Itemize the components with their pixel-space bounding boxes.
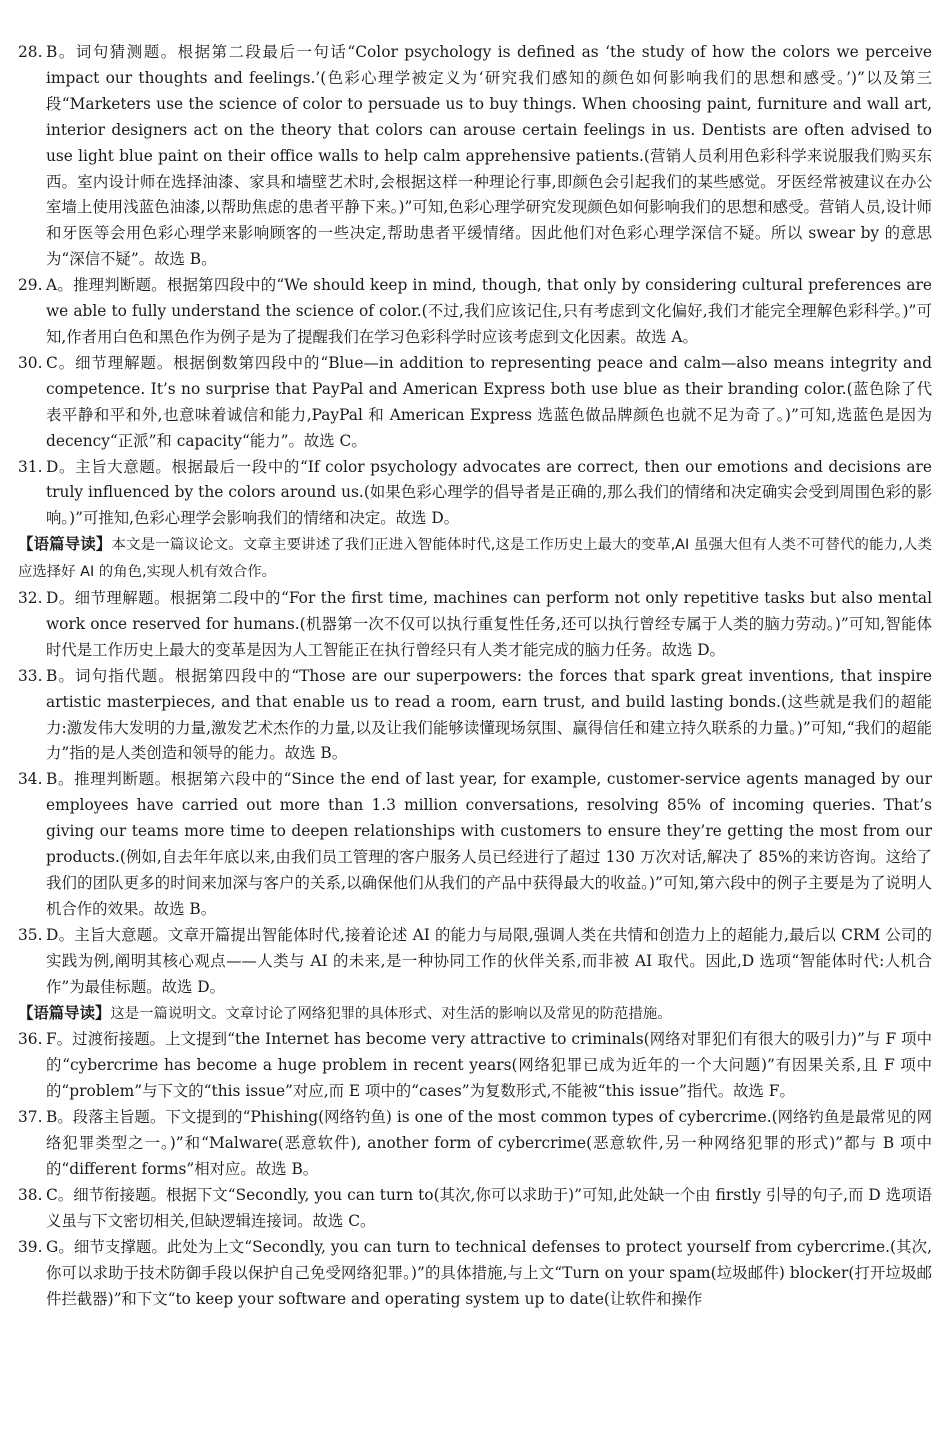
item-number: 38. [18,1185,43,1204]
answer-item-32 [18,586,932,664]
item-number: 31. [18,457,43,476]
item-text: B。段落主旨题。下文提到的“Phishing(网络钓鱼) is one of the most common types of cybercrime.(网络钓鱼是最常见的网络犯罪类型之一。)”和“Malware(恶意软件), another form of cybercrime(恶意软件,另一种网络犯罪的形式)”都与 B 项中的“different forms”相对应。故选 B。 [46,1108,932,1178]
answer-item-36 [18,1027,932,1105]
answer-item-37 [18,1105,932,1183]
answer-item-31 [18,455,932,533]
item-text: D。细节理解题。根据第二段中的“For the first time, machines can perform not only repetitive tasks but also mental work once reserved for humans.(机器第一次不仅可以执行重复性任务,还可以执行曾经专属于人类的脑力劳动。)”可知,智能体时代是工作历史上最大的变革是因为人工智能正在执行曾经只有人类才能完成的脑力任务。故选 D。 [46,589,932,659]
answer-item-34 [18,767,932,922]
item-number: 36. [18,1030,43,1049]
item-number: 30. [18,353,43,372]
answer-item-39 [18,1235,932,1313]
item-number: 28. [18,43,43,61]
guide-label: 【语篇导读】 [18,535,112,554]
answer-item-29 [18,273,932,351]
answer-item-38 [18,1183,932,1235]
answer-item-35 [18,923,932,1001]
item-number: 32. [18,589,43,608]
guide-text: 本文是一篇议论文。文章主要讲述了我们正进入智能体时代,这是工作历史上最大的变革,AI 虽强大但有人类不可替代的能力,人类应选择好 AI 的角色,实现人机有效合作。 [18,537,932,581]
answer-item-28 [18,40,932,273]
answer-item-33 [18,664,932,768]
item-number: 35. [18,925,43,944]
guide-label: 【语篇导读】 [18,1003,111,1022]
item-text: C。细节理解题。根据倒数第四段中的“Blue—in addition to representing peace and calm—also means integrity and competence. It’s no surprise that PayPal and American Express both use blue as their branding color.(蓝色除了代表平静和平和外,也意味着诚信和能力,PayPal 和 American Express 选蓝色做品牌颜色也就不足为奇了。)”可知,选蓝色是因为 decency“正派”和 capacity“能力”。故选 C。 [46,353,932,450]
item-text: B。推理判断题。根据第六段中的“Since the end of last year, for example, customer-service agents managed by our employees have carried out more than 1.3 million conversations, resolving 85% of incoming queries. That’s giving our teams more time to deepen relationships with customers to ensure they’re getting the most from our products.(例如,自去年年底以来,由我们员工管理的客户服务人员已经进行了超过 130 万次对话,解决了 85%的来访咨询。这给了我们的团队更多的时间来加深与客户的关系,以确保他们从我们的产品中获得最大的收益。)”可知,第六段中的例子主要是为了说明人机合作的效果。故选 B。 [46,770,932,918]
answer-item-30 [18,351,932,455]
item-number: 29. [18,276,43,295]
item-text: A。推理判断题。根据第四段中的“We should keep in mind, though, that only by considering cultural preferences are we able to fully understand the science of color.(不过,我们应该记住,只有考虑到文化偏好,我们才能完全理解色彩科学。)”可知,作者用白色和黑色作为例子是为了提醒我们在学习色彩科学时应该考虑到文化因素。故选 A。 [46,276,932,346]
item-text: B。词句指代题。根据第四段中的“Those are our superpowers: the forces that spark great inventions, that inspire artistic masterpieces, and that enable us to read a room, earn trust, and build lasting bonds.(这些就是我们的超能力:激发伟大发明的力量,激发艺术杰作的力量,以及让我们能够读懂现场氛围、赢得信任和建立持久联系的力量。)”可知,“我们的超能力”指的是人类创造和领导的能力。故选 B。 [46,666,932,763]
passage-guide-2 [18,1001,932,1028]
item-text: G。细节支撑题。此处为上文“Secondly, you can turn to technical defenses to protect yourself from cybercrime.(其次,你可以求助于技术防御手段以保护自己免受网络犯罪。)”的具体措施,与上文“Turn on your spam(垃圾邮件) blocker(打开垃圾邮件拦截器)”和下文“to keep your software and operating system up to date(让软件和操作 [46,1237,932,1308]
item-number: 37. [18,1108,43,1127]
item-number: 39. [18,1237,43,1256]
item-text: C。细节衔接题。根据下文“Secondly, you can turn to(其次,你可以求助于)”可知,此处缺一个由 firstly 引导的句子,而 D 选项语义虽与下文密切相关,但缺逻辑连接词。故选 C。 [46,1185,932,1230]
item-text: B。词句猜测题。根据第二段最后一句话“Color psychology is defined as ‘the study of how the colors we perceive impact our thoughts and feelings.’(色彩心理学被定义为‘研究我们感知的颜色如何影响我们的思想和感受。’)”以及第三段“Marketers use the science of color to persuade us to buy things. When choosing paint, furniture and wall art, interior designers act on the theory that colors can arouse certain feelings in us. Dentists are often advised to use light blue paint on their office walls to help calm apprehensive patients.(营销人员利用色彩科学来说服我们购买东西。室内设计师在选择油漆、家具和墙壁艺术时,会根据这样一种理论行事,即颜色会引起我们的某些感觉。牙医经常被建议在办公室墙上使用浅蓝色油漆,以帮助焦虑的患者平静下来。)”可知,色彩心理学研究发现颜色如何影响我们的思想和感受。营销人员,设计师和牙医等会用色彩心理学来影响顾客的一些决定,帮助患者平缓情绪。因此他们对色彩心理学深信不疑。所以 swear by 的意思为“深信不疑”。故选 B。 [46,43,932,269]
item-text: F。过渡衔接题。上文提到“the Internet has become very attractive to criminals(网络对罪犯们有很大的吸引力)”与 F 项中的“cybercrime has become a huge problem in recent years(网络犯罪已成为近年的一个大问题)”有因果关系,且 F 项中的“problem”与下文的“this issue”对应,而 E 项中的“cases”为复数形式,不能被“this issue”指代。故选 F。 [46,1030,932,1101]
guide-text: 这是一篇说明文。文章讨论了网络犯罪的具体形式、对生活的影响以及常见的防范措施。 [110,1005,672,1022]
item-text: D。主旨大意题。根据最后一段中的“If color psychology advocates are correct, then our emotions and decisions are truly influenced by the colors around us.(如果色彩心理学的倡导者是正确的,那么我们的情绪和决定确实会受到周围色彩的影响。)”可推知,色彩心理学会影响我们的情绪和决定。故选 D。 [46,457,932,528]
item-number: 34. [18,770,43,789]
passage-guide-1 [18,532,932,586]
item-text: D。主旨大意题。文章开篇提出智能体时代,接着论述 AI 的能力与局限,强调人类在共情和创造力上的超能力,最后以 CRM 公司的实践为例,阐明其核心观点——人类与 AI 的未来,是一种协同工作的伙伴关系,而非被 AI 取代。因此,D 选项“智能体时代:人机合作”为最佳标题。故选 D。 [46,925,932,996]
item-number: 33. [18,666,43,685]
